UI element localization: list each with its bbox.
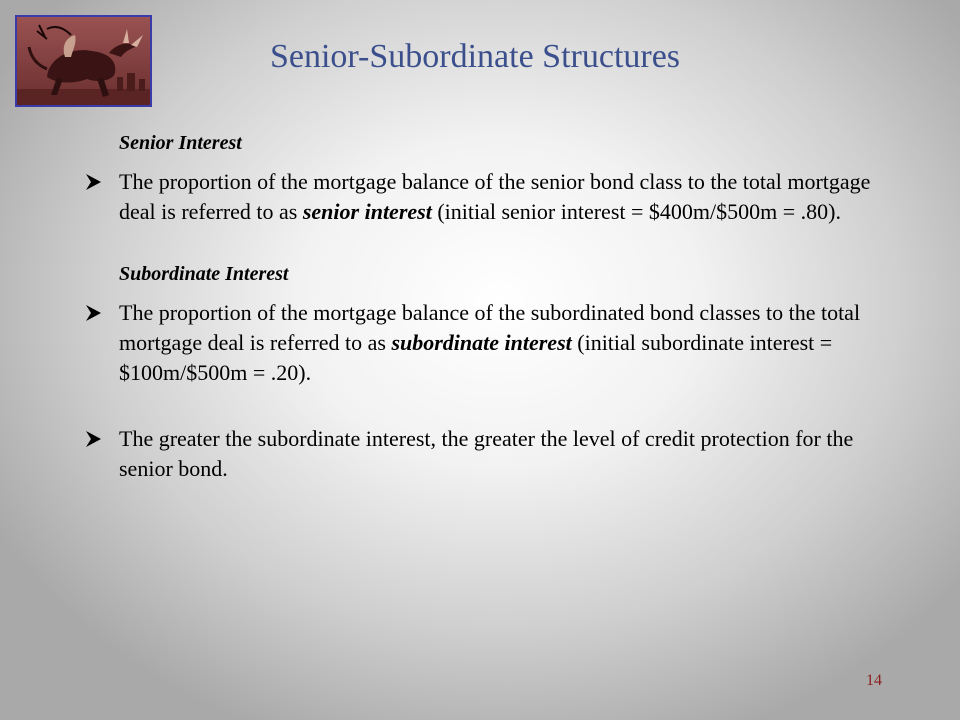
bullet-text: The proportion of the mortgage balance of the subordinated bond classes to the total mortgage deal is referred to as bbox=[119, 300, 861, 355]
bullet-text: The greater the subordinate interest, the greater the level of credit protection for the senior bond. bbox=[119, 426, 854, 481]
bullet-credit-protection bbox=[84, 424, 884, 484]
arrowhead-bullet-icon bbox=[84, 430, 102, 448]
arrowhead-bullet-icon bbox=[84, 173, 102, 191]
bullet-text: (initial senior interest = $400m/$500m = .80). bbox=[431, 199, 841, 224]
section-heading-senior-interest: Senior Interest bbox=[119, 132, 242, 154]
bullet-text: (initial subordinate interest = $100m/$500m = .20). bbox=[119, 330, 833, 385]
slide-body bbox=[84, 132, 884, 484]
page-number: 14 bbox=[866, 672, 882, 689]
arrowhead-bullet-icon bbox=[84, 304, 102, 322]
emphasized-term: subordinate interest bbox=[391, 330, 572, 355]
slide-title: Senior-Subordinate Structures bbox=[269, 38, 681, 75]
section-heading-subordinate-interest: Subordinate Interest bbox=[119, 263, 289, 285]
bull-artwork-icon bbox=[17, 17, 150, 105]
bullet-text: The proportion of the mortgage balance of the senior bond class to the total mortgage deal is referred to as bbox=[119, 169, 871, 224]
bullet-senior-interest bbox=[84, 167, 884, 227]
bull-logo-image bbox=[15, 15, 152, 107]
emphasized-term: senior interest bbox=[302, 199, 432, 224]
bullet-subordinate-interest bbox=[84, 298, 884, 388]
